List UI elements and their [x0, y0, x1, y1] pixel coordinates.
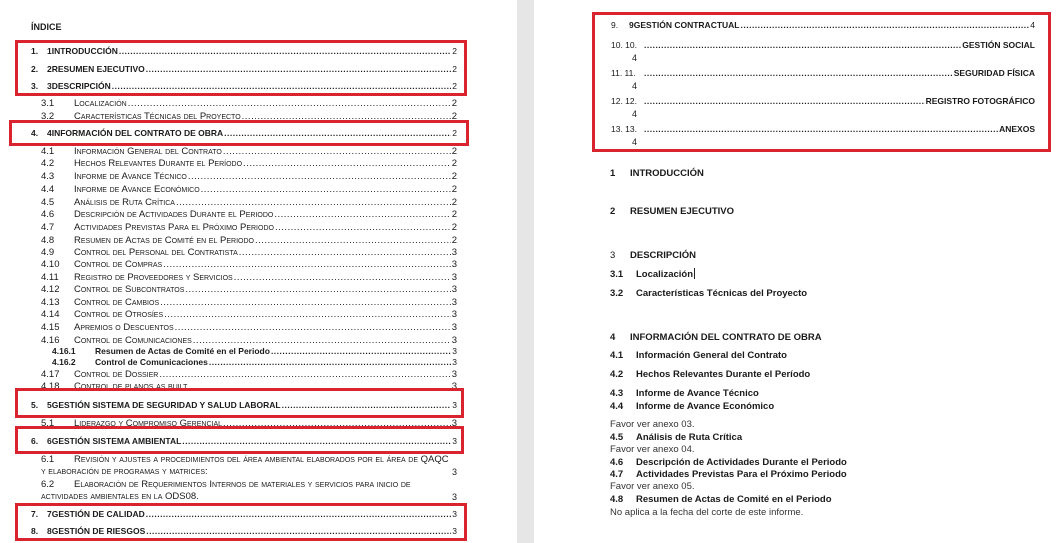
heading-informacion-contrato: 4 INFORMACIÓN DEL CONTRATO DE OBRA — [610, 332, 822, 343]
toc-entry[interactable] — [41, 335, 457, 346]
toc-entry-number: 13. 13. — [611, 124, 637, 134]
toc-entry-number: 4.15 — [41, 322, 60, 333]
toc-entry-label: 2RESUMEN EJECUTIVO — [47, 64, 145, 74]
left-document-page — [0, 0, 517, 543]
toc-entry-number: 4.8 — [41, 235, 55, 246]
toc-entry-label: 6GESTIÓN SISTEMA AMBIENTAL — [47, 436, 182, 446]
toc-entry-page: 3 — [451, 284, 457, 295]
toc-entry[interactable] — [41, 272, 457, 283]
toc-entry-number: 3.2 — [41, 111, 55, 122]
toc-entry-label: Hechos Relevantes Durante el Período — [74, 158, 243, 169]
toc-entry-page: 3 — [451, 259, 457, 270]
toc-entry-number: 4.17 — [41, 369, 60, 380]
toc-entry-number: 10. 10. — [611, 40, 637, 50]
toc-entry-label: GESTIÓN SOCIAL — [962, 40, 1035, 50]
toc-leader-dots — [164, 309, 451, 320]
toc-entry-label: Control de Cambios — [74, 297, 160, 308]
toc-leader-dots — [234, 272, 451, 283]
toc-entry-page: 4 — [1030, 20, 1035, 30]
toc-entry[interactable] — [41, 284, 457, 295]
toc-entry-page: 4 — [632, 109, 638, 119]
toc-entry-label: Elaboración de Requerimientos Internos de materiales y servicios para inicio de actividades ambientales en la ODS08. — [41, 479, 411, 502]
heading-introduccion: 1 INTRODUCCIÓN — [610, 168, 704, 179]
toc-entry[interactable] — [41, 259, 457, 270]
toc-entry-number: 4.12 — [41, 284, 60, 295]
toc-entry[interactable] — [41, 322, 457, 333]
toc-entry-label: Resumen de Actas de Comité en el Periodo — [74, 235, 254, 246]
toc-entry-label: REGISTRO FOTOGRÁFICO — [925, 96, 1035, 106]
toc-leader-dots — [209, 357, 451, 368]
toc-entry-label: Control de Subcontratos — [74, 284, 185, 295]
toc-entry-number: 4.18 — [41, 381, 60, 392]
heading-4-6: 4.6 Descripción de Actividades Durante el Periodo — [610, 457, 847, 468]
toc-leader-dots — [223, 146, 451, 157]
toc-entry-label: Control de Compras — [74, 259, 163, 270]
toc-entry-page: 3 — [451, 272, 457, 283]
toc-entry-label: Control de planos as built — [74, 381, 188, 392]
toc-entry-page: 3 — [451, 381, 457, 392]
toc-leader-dots — [128, 98, 451, 109]
text-cursor — [694, 268, 695, 279]
text-4-5: Favor ver anexo 04. — [610, 444, 695, 455]
text-4-4: Favor ver anexo 03. — [610, 419, 695, 430]
toc-entry[interactable] — [41, 209, 457, 220]
toc-entry-label: ANEXOS — [999, 124, 1035, 134]
toc-leader-dots — [185, 284, 450, 295]
toc-entry[interactable] — [41, 309, 457, 320]
toc-entry-label: Control de Comunicaciones — [95, 357, 208, 367]
heading-descripcion: 3 DESCRIPCIÓN — [610, 250, 696, 261]
toc-entry-page: 3 — [452, 526, 457, 536]
toc-leader-dots — [176, 197, 451, 208]
toc-entry-page: 3 — [451, 335, 457, 346]
toc-entry-page: 2 — [451, 146, 457, 157]
toc-entry[interactable] — [41, 197, 457, 208]
toc-entry-number: 12. 12. — [611, 96, 637, 106]
toc-entry-page: 2 — [451, 111, 457, 122]
toc-entry-page: 2 — [451, 235, 457, 246]
toc-entry-page: 3 — [451, 247, 457, 258]
toc-entry-number: 3.1 — [41, 98, 55, 109]
toc-entry-label: Control del Personal del Contratista — [74, 247, 238, 258]
toc-entry-page: 2 — [451, 184, 457, 195]
toc-entry-page: 2 — [452, 46, 457, 56]
toc-leader-dots — [188, 171, 451, 182]
toc-leader-dots — [275, 222, 451, 233]
toc-entry[interactable] — [41, 158, 457, 169]
toc-entry-page: 3 — [451, 418, 457, 429]
toc-leader-dots — [175, 322, 451, 333]
toc-entry-page: 3 — [451, 322, 457, 333]
highlight-box-sections-9-13 — [592, 12, 1051, 152]
toc-entry-page: 3 — [451, 492, 457, 502]
toc-entry-label: Apremios o Descuentos — [74, 322, 174, 333]
toc-entry-label: Análisis de Ruta Crítica — [74, 197, 175, 208]
toc-entry-number: 11. 11. — [611, 68, 636, 78]
toc-entry[interactable] — [41, 235, 457, 246]
toc-entry-page: 3 — [451, 309, 457, 320]
toc-entry-label: Información General del Contrato — [74, 146, 222, 157]
toc-entry[interactable] — [41, 369, 457, 380]
toc-entry-number: 4.14 — [41, 309, 60, 320]
toc-entry-label: Liderazgo y Compromiso Gerencial — [74, 418, 223, 429]
toc-entry-page: 3 — [451, 297, 457, 308]
toc-entry-page: 2 — [451, 98, 457, 109]
toc-leader-dots — [255, 235, 451, 246]
toc-leader-dots — [239, 247, 451, 258]
highlight-box-sections-7-8 — [15, 503, 467, 541]
toc-entry-page: 2 — [452, 64, 457, 74]
text-4-8: No aplica a la fecha del corte de este informe. — [610, 507, 804, 518]
toc-entry-label: Control de Otrosíes — [74, 309, 164, 320]
toc-entry-label: Resumen de Actas de Comité en el Periodo — [95, 346, 270, 356]
toc-entry-label: 5GESTIÓN SISTEMA DE SEGURIDAD Y SALUD LABORAL — [47, 400, 281, 410]
toc-entry-label: Revisión y ajustes a procedimientos del área ambiental elaborados por el área de QAQC y elaboración de programas y matrices: — [41, 454, 449, 477]
toc-entry-number: 4.10 — [41, 259, 60, 270]
toc-entry-label: Actividades Previstas Para el Próximo Periodo — [74, 222, 274, 233]
highlight-box-section-4 — [9, 120, 469, 146]
toc-entry[interactable] — [41, 222, 457, 233]
toc-entry-number: 4.9 — [41, 247, 55, 258]
toc-entry-label: Informe de Avance Técnico — [74, 171, 187, 182]
toc-entry-page: 2 — [451, 222, 457, 233]
toc-entry-number: 6.2 — [41, 479, 55, 490]
toc-entry-number: 6.1 — [41, 454, 55, 465]
toc-entry-page: 2 — [451, 197, 457, 208]
toc-entry-page: 3 — [451, 467, 457, 477]
toc-entry[interactable] — [41, 146, 457, 157]
toc-entry-number: 4.1 — [41, 146, 55, 157]
toc-entry-number: 7. — [31, 509, 39, 519]
toc-entry-label: Control de Comunicaciones — [74, 335, 192, 346]
toc-entry-number: 8. — [31, 526, 39, 536]
toc-entry-page: 3 — [452, 400, 457, 410]
toc-entry-number: 4.2 — [41, 158, 55, 169]
heading-caracteristicas: 3.2 Características Técnicas del Proyecto — [610, 288, 808, 299]
toc-entry-number: 4.5 — [41, 197, 55, 208]
toc-entry-label: 7GESTIÓN DE CALIDAD — [47, 509, 145, 519]
toc-entry[interactable] — [41, 454, 457, 478]
toc-leader-dots — [163, 259, 450, 270]
right-document-page — [534, 0, 1059, 543]
highlight-box-section-6 — [15, 426, 464, 454]
toc-entry-number: 4.16 — [41, 335, 60, 346]
heading-localizacion: 3.1 Localización — [610, 269, 694, 280]
toc-entry[interactable] — [41, 171, 457, 182]
toc-leader-dots — [274, 209, 450, 220]
toc-entry-page: 4 — [632, 53, 638, 63]
toc-entry-label: 4INFORMACIÓN DEL CONTRATO DE OBRA — [47, 128, 224, 138]
toc-entry-number: 4.4 — [41, 184, 55, 195]
toc-entry-page: 3 — [452, 509, 457, 519]
highlight-box-sections-1-3 — [15, 40, 467, 96]
toc-entry-number: 6. — [31, 436, 39, 446]
index-title: ÍNDICE — [31, 22, 62, 32]
toc-entry-page: 3 — [452, 436, 457, 446]
toc-entry-page: 4 — [632, 81, 638, 91]
toc-entry-label: 8GESTIÓN DE RIESGOS — [47, 526, 146, 536]
toc-entry[interactable] — [41, 98, 457, 109]
toc-entry[interactable] — [41, 247, 457, 258]
toc-entry-page: 2 — [451, 158, 457, 169]
heading-4-7: 4.7 Actividades Previstas Para el Próximo Periodo — [610, 469, 847, 480]
toc-entry-page: 2 — [452, 81, 457, 91]
toc-entry-label: Localización — [74, 98, 127, 109]
toc-entry-number: 4.16.2 — [52, 357, 76, 367]
toc-entry-number: 4.7 — [41, 222, 55, 233]
toc-entry-label: Registro de Proveedores y Servicios — [74, 272, 233, 283]
toc-entry[interactable] — [52, 357, 457, 368]
toc-entry-label: 9GESTIÓN CONTRACTUAL — [629, 20, 740, 30]
toc-entry-number: 1. — [31, 46, 39, 56]
toc-entry-page: 4 — [632, 137, 638, 147]
toc-entry-number: 2. — [31, 64, 39, 74]
toc-entry-number: 4.11 — [41, 272, 59, 283]
text-4-7: Favor ver anexo 05. — [610, 481, 695, 492]
toc-entry-label: SEGURIDAD FÍSICA — [953, 68, 1035, 78]
toc-leader-dots — [201, 184, 451, 195]
highlight-box-section-5 — [15, 388, 464, 418]
toc-entry-page: 2 — [451, 171, 457, 182]
toc-entry-number: 4.13 — [41, 297, 60, 308]
toc-entry-page: 3 — [452, 346, 457, 356]
toc-entry-page: 2 — [452, 128, 457, 138]
toc-entry-number: 5.1 — [41, 418, 55, 429]
toc-leader-dots — [160, 297, 451, 308]
toc-entry-page: 3 — [451, 369, 457, 380]
toc-entry-label: Informe de Avance Económico — [74, 184, 200, 195]
toc-entry-page: 3 — [452, 357, 457, 367]
toc-entry-number: 3. — [31, 81, 39, 91]
toc-entry-number: 4.6 — [41, 209, 55, 220]
toc-entry[interactable] — [52, 346, 457, 357]
toc-entry[interactable] — [41, 297, 457, 308]
heading-4-1: 4.1 Información General del Contrato — [610, 350, 787, 361]
heading-resumen-ejecutivo: 2 RESUMEN EJECUTIVO — [610, 206, 734, 217]
toc-entry-label: 1INTRODUCCIÓN — [47, 46, 118, 56]
toc-entry-label: Control de Dossier — [74, 369, 159, 380]
toc-leader-dots — [271, 346, 451, 357]
toc-entry-number: 9. — [611, 20, 619, 30]
heading-4-2: 4.2 Hechos Relevantes Durante el Período — [610, 369, 811, 380]
toc-entry-label: Características Técnicas del Proyecto — [74, 111, 241, 122]
toc-entry[interactable] — [41, 184, 457, 195]
toc-entry-page: 2 — [451, 209, 457, 220]
toc-entry-number: 4.16.1 — [52, 346, 76, 356]
toc-entry-label: Descripción de Actividades Durante el Periodo — [74, 209, 274, 220]
toc-leader-dots — [159, 369, 450, 380]
toc-leader-dots — [243, 158, 451, 169]
toc-entry[interactable] — [41, 479, 457, 503]
heading-4-3: 4.3 Informe de Avance Técnico — [610, 388, 759, 399]
heading-4-4: 4.4 Informe de Avance Económico — [610, 401, 775, 412]
toc-entry-label: 3DESCRIPCIÓN — [47, 81, 111, 91]
toc-entry-number: 5. — [31, 400, 39, 410]
toc-leader-dots — [193, 335, 451, 346]
toc-entry-number: 4. — [31, 128, 39, 138]
heading-4-8: 4.8 Resumen de Actas de Comité en el Periodo — [610, 494, 832, 505]
heading-4-5: 4.5 Análisis de Ruta Crítica — [610, 432, 743, 443]
toc-entry-number: 4.3 — [41, 171, 55, 182]
